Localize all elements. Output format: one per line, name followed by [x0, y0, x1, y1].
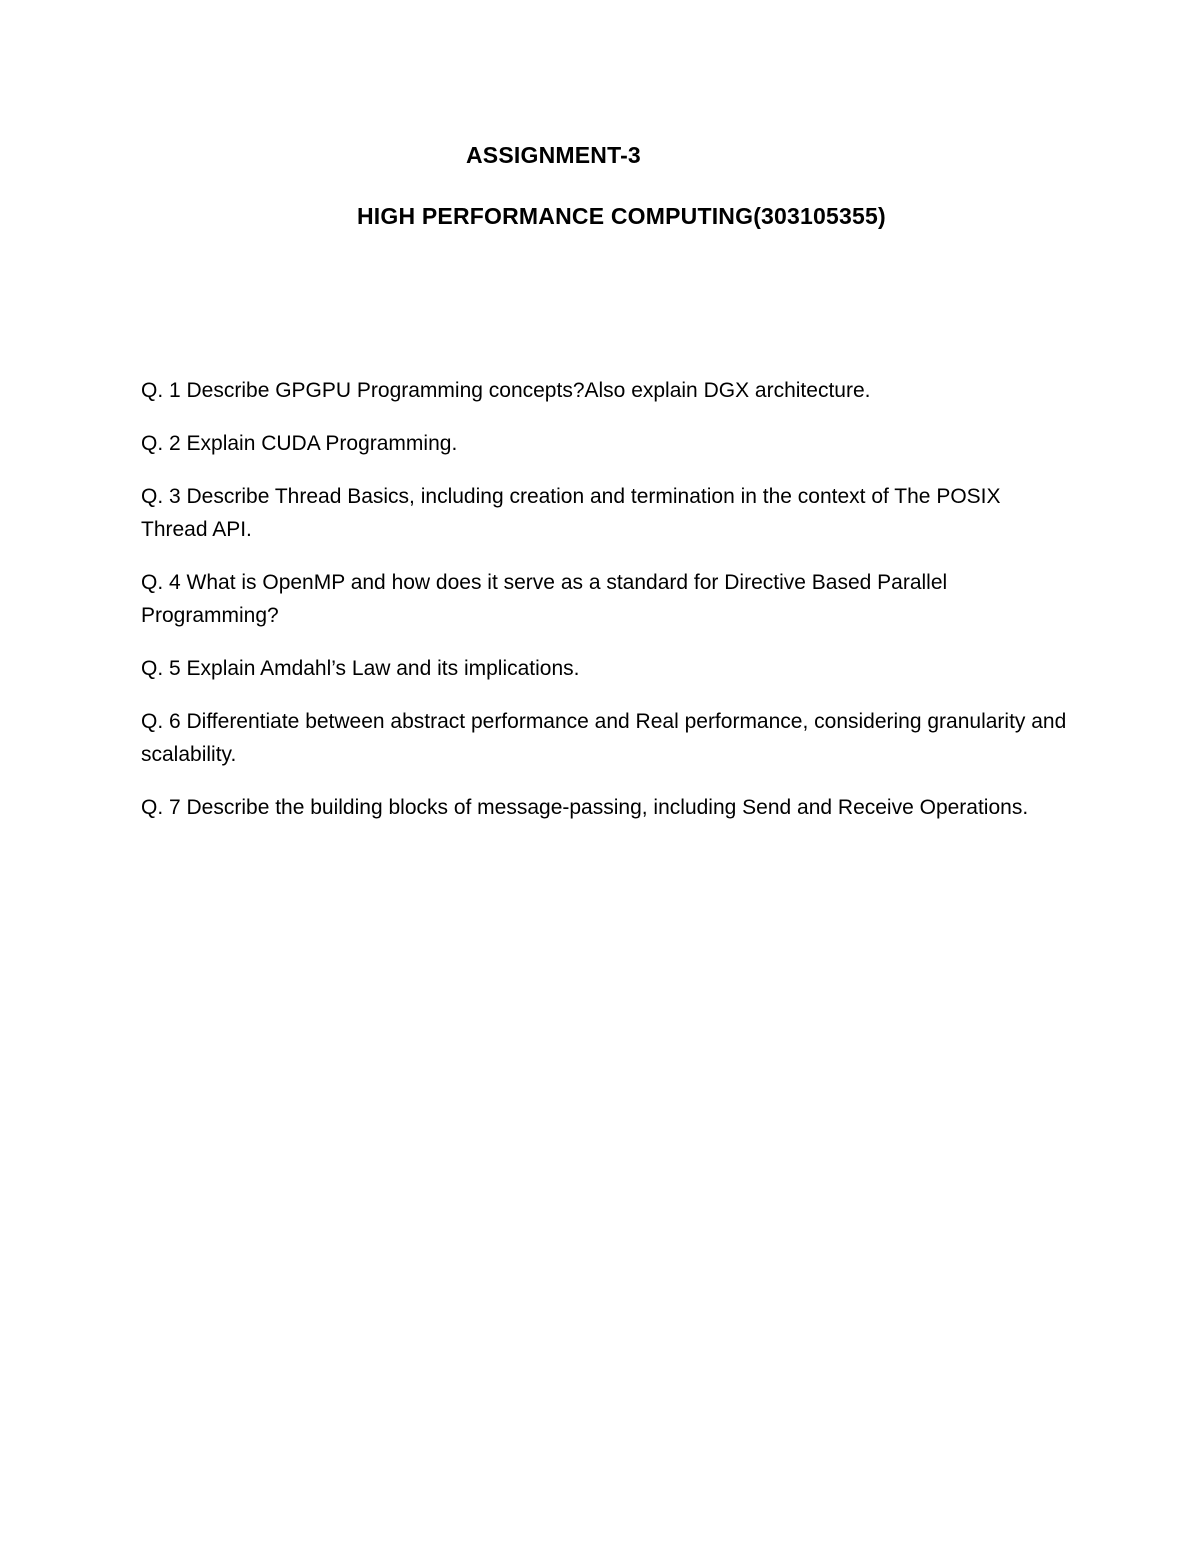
- document-title: ASSIGNMENT-3: [466, 142, 641, 168]
- question-7: Q. 7 Describe the building blocks of message-passing, including Send and Receive Operations.: [141, 796, 1029, 819]
- question-5: Q. 5 Explain Amdahl’s Law and its implications.: [141, 657, 580, 680]
- question-4: Q. 4 What is OpenMP and how does it serve as a standard for Directive Based Parallel Programming?: [141, 571, 948, 627]
- question-3: Q. 3 Describe Thread Basics, including creation and termination in the context of The POSIX Thread API.: [141, 485, 1001, 541]
- question-2: Q. 2 Explain CUDA Programming.: [141, 432, 458, 455]
- document-subtitle: HIGH PERFORMANCE COMPUTING(303105355): [357, 203, 886, 229]
- question-list: [141, 374, 1071, 844]
- question-1: Q. 1 Describe GPGPU Programming concepts?Also explain DGX architecture.: [141, 379, 871, 402]
- question-6: Q. 6 Differentiate between abstract performance and Real performance, considering granularity and scalability.: [141, 710, 1067, 766]
